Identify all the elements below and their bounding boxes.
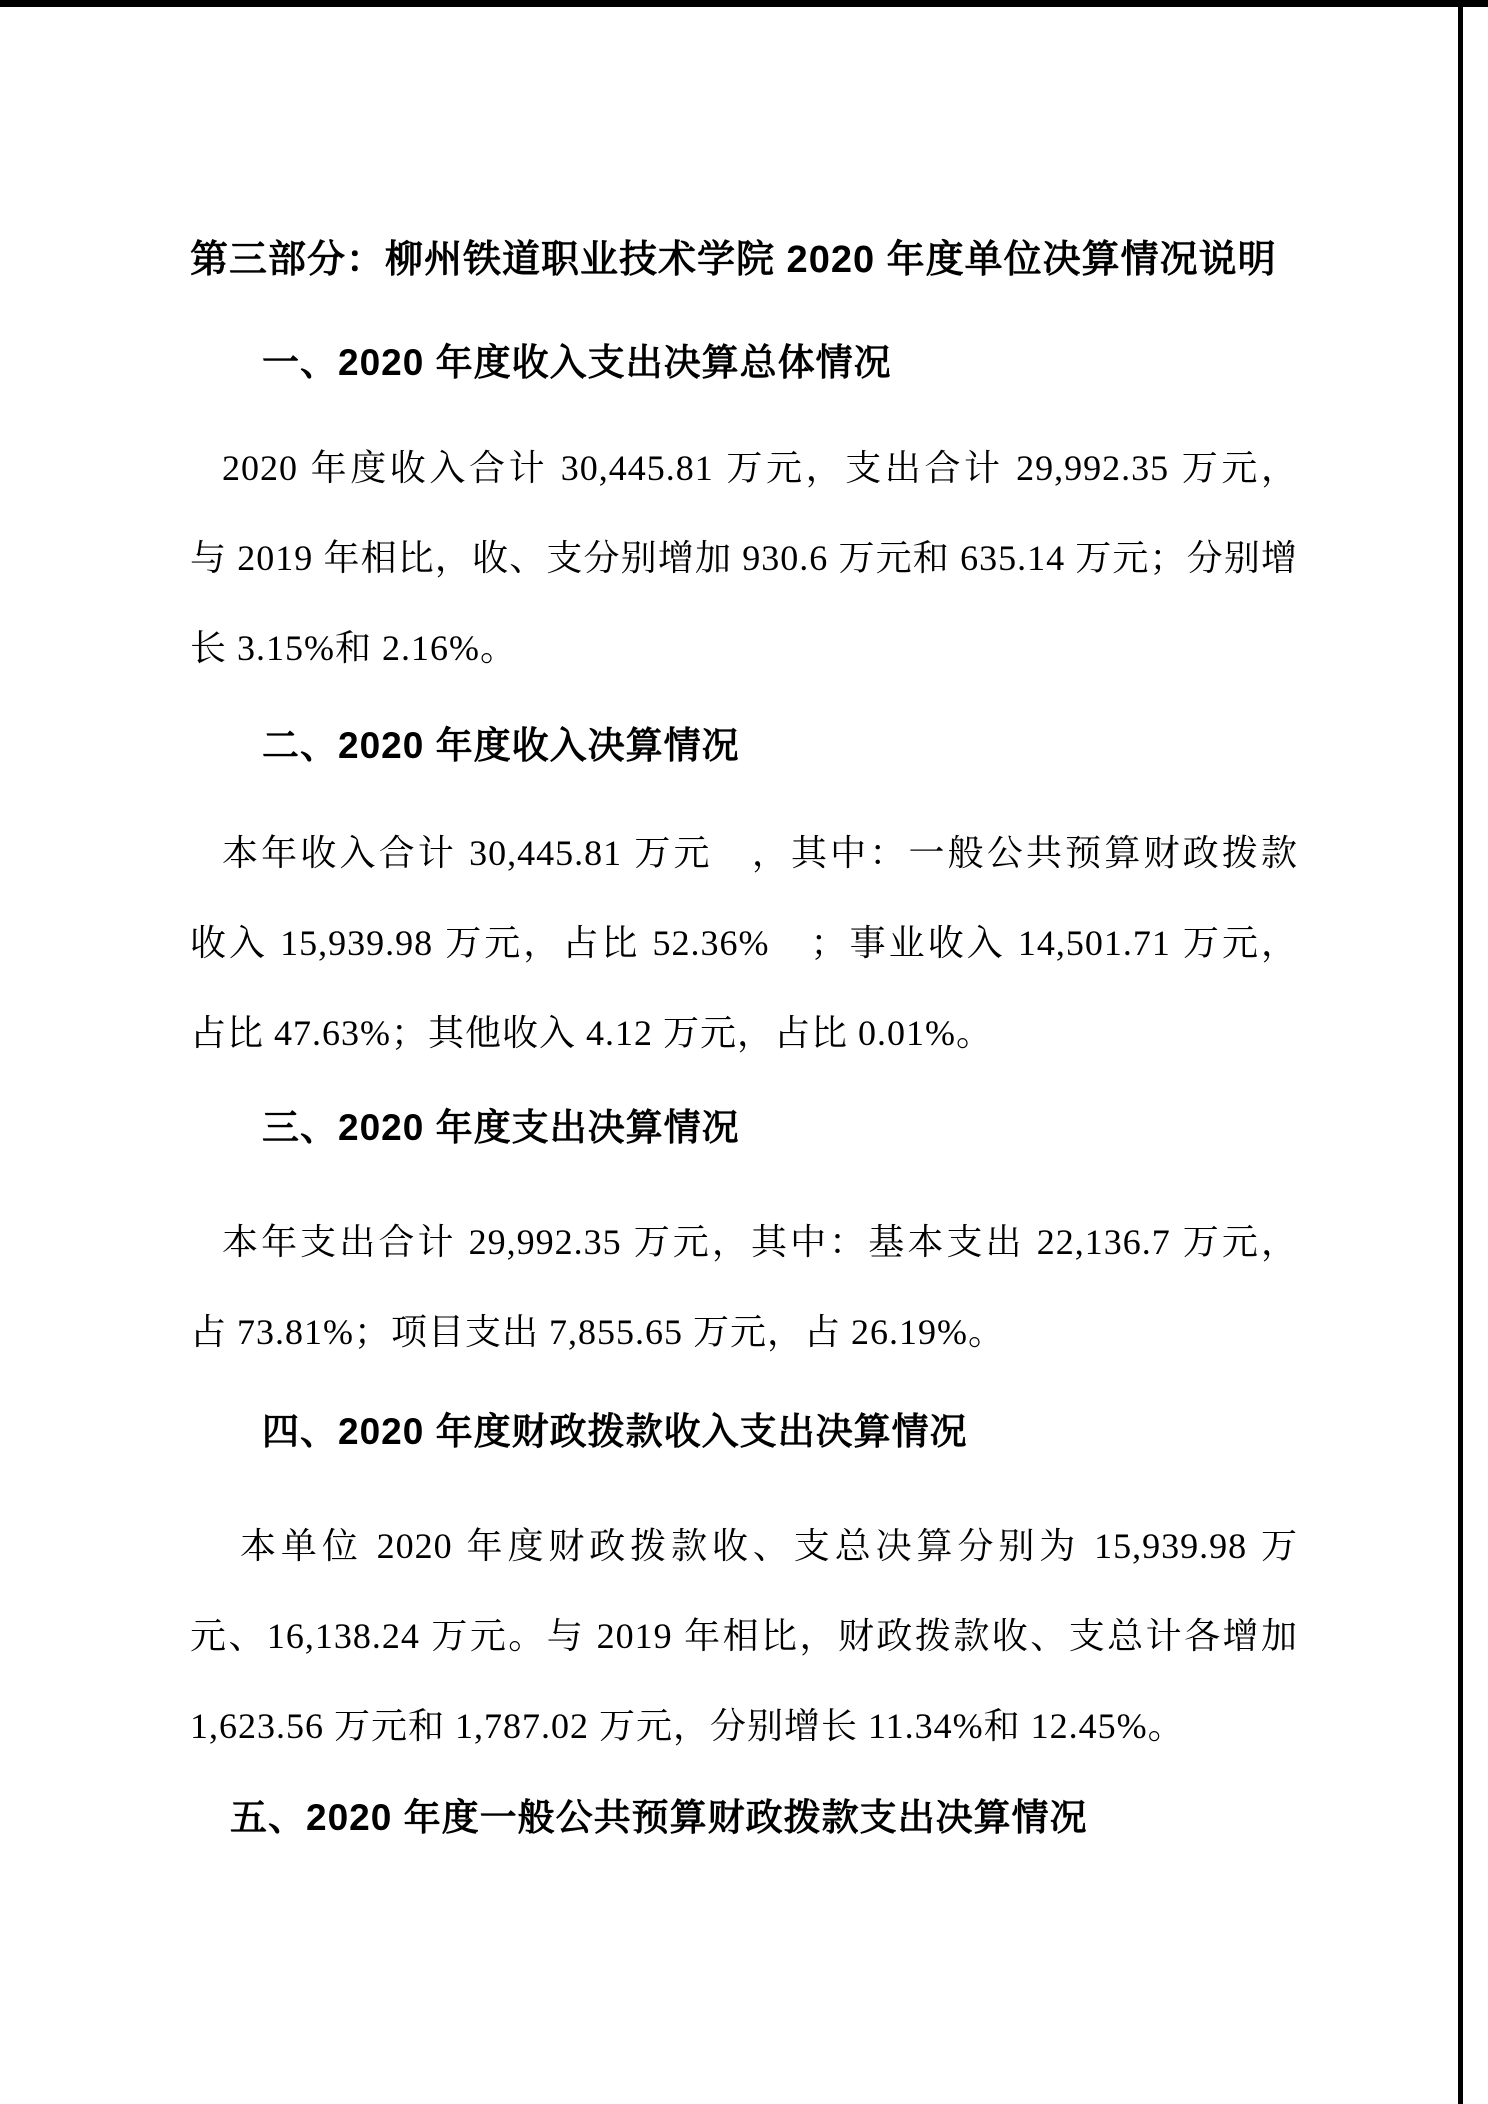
paragraph-line: 本单位 2020 年度财政拨款收、支总决算分别为 15,939.98 万 [240,1526,1298,1566]
paragraph-line: 元、16,138.24 万元。与 2019 年相比，财政拨款收、支总计各增加 [190,1616,1298,1656]
section-heading-2: 二、2020 年度收入决算情况 [262,725,740,766]
section-heading-4: 四、2020 年度财政拨款收入支出决算情况 [262,1411,968,1452]
paragraph-line: 与 2019 年相比，收、支分别增加 930.6 万元和 635.14 万元；分别增 [190,538,1298,578]
section-paragraph-3 [190,1197,1298,1377]
paragraph-line: 本年收入合计 30,445.81 万元 ，其中：一般公共预算财政拨款 [222,833,1298,873]
page-title: 第三部分：柳州铁道职业技术学院 2020 年度单位决算情况说明 [190,239,1277,281]
document-content [190,0,1298,1848]
paragraph-line: 2020 年度收入合计 30,445.81 万元，支出合计 29,992.35 万元， [222,448,1298,488]
section-heading-3: 三、2020 年度支出决算情况 [262,1107,740,1148]
section-paragraph-1 [190,423,1298,693]
section-paragraph-4 [190,1501,1298,1771]
paragraph-line: 占比 47.63%；其他收入 4.12 万元，占比 0.01%。 [190,1013,993,1053]
section-heading-1: 一、2020 年度收入支出决算总体情况 [262,342,892,383]
section-paragraph-2 [190,808,1298,1078]
paragraph-line: 收入 15,939.98 万元，占比 52.36% ；事业收入 14,501.71 万元， [190,923,1298,963]
paragraph-line: 长 3.15%和 2.16%。 [190,628,517,668]
paragraph-line: 1,623.56 万元和 1,787.02 万元，分别增长 11.34%和 12.45%。 [190,1706,1185,1746]
paragraph-line: 占 73.81%；项目支出 7,855.65 万元，占 26.19%。 [190,1312,1005,1352]
section-heading-5: 五、2020 年度一般公共预算财政拨款支出决算情况 [230,1797,1088,1838]
page-right-edge [1458,0,1463,2104]
paragraph-line: 本年支出合计 29,992.35 万元，其中：基本支出 22,136.7 万元， [222,1222,1298,1262]
